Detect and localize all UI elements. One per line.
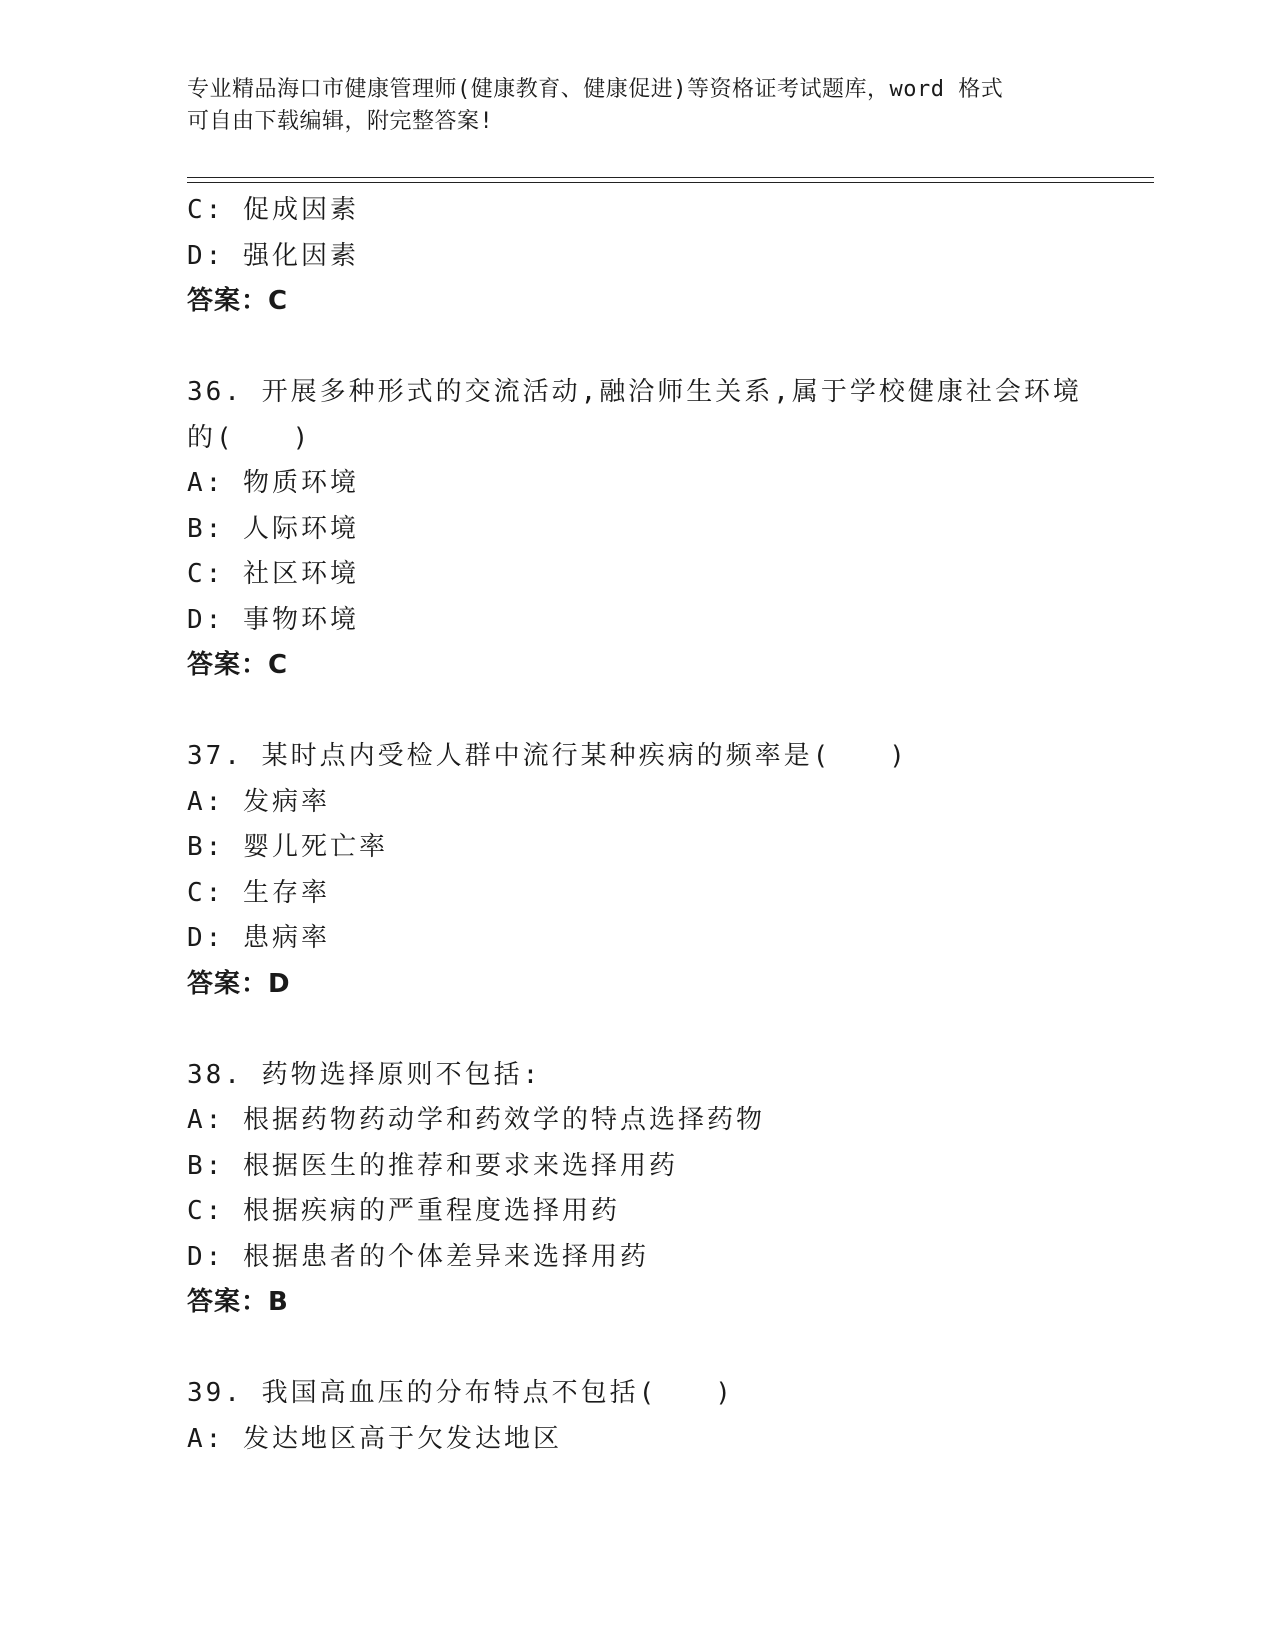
spacer [187, 1007, 1087, 1053]
question-39 [187, 1371, 1087, 1462]
spacer [187, 1326, 1087, 1372]
question-36 [187, 370, 1087, 689]
answer-line: 答案：C [187, 286, 289, 316]
question-37 [187, 734, 1087, 1007]
question-stem-continued: 的( ) [187, 422, 312, 453]
option-d: D: 患病率 [187, 923, 330, 953]
question-stem: 38. 药物选择原则不包括: [187, 1059, 542, 1090]
document-header [187, 74, 1087, 138]
question-38 [187, 1053, 1087, 1326]
document-body [187, 188, 1087, 1462]
option-d: D: 事物环境 [187, 604, 359, 635]
option-a: A: 发达地区高于欠发达地区 [187, 1423, 562, 1454]
spacer [187, 689, 1087, 735]
option-c: C: 根据疾病的严重程度选择用药 [187, 1196, 620, 1226]
option-a: A: 物质环境 [187, 468, 359, 498]
option-d: D: 根据患者的个体差异来选择用药 [187, 1241, 649, 1272]
header-line-2: 可自由下载编辑，附完整答案! [187, 109, 494, 134]
spacer [187, 325, 1087, 371]
option-b: B: 根据医生的推荐和要求来选择用药 [187, 1150, 678, 1181]
question-stem: 36. 开展多种形式的交流活动,融洽师生关系,属于学校健康社会环境 [187, 377, 1082, 407]
option-c: C: 促成因素 [187, 195, 359, 225]
question-stem: 37. 某时点内受检人群中流行某种疾病的频率是( ) [187, 741, 908, 771]
answer-line: 答案：B [187, 1287, 289, 1317]
question-stem: 39. 我国高血压的分布特点不包括( ) [187, 1378, 734, 1408]
header-line-1: 专业精品海口市健康管理师(健康教育、健康促进)等资格证考试题库，word 格式 [187, 77, 1004, 102]
option-d: D: 强化因素 [187, 240, 359, 271]
option-a: A: 发病率 [187, 786, 330, 817]
header-divider [187, 177, 1154, 183]
option-c: C: 生存率 [187, 877, 330, 908]
option-b: B: 人际环境 [187, 513, 359, 544]
option-b: B: 婴儿死亡率 [187, 832, 388, 862]
answer-line: 答案：D [187, 968, 291, 999]
answer-line: 答案：C [187, 650, 289, 680]
option-a: A: 根据药物药动学和药效学的特点选择药物 [187, 1105, 765, 1135]
option-c: C: 社区环境 [187, 559, 359, 589]
